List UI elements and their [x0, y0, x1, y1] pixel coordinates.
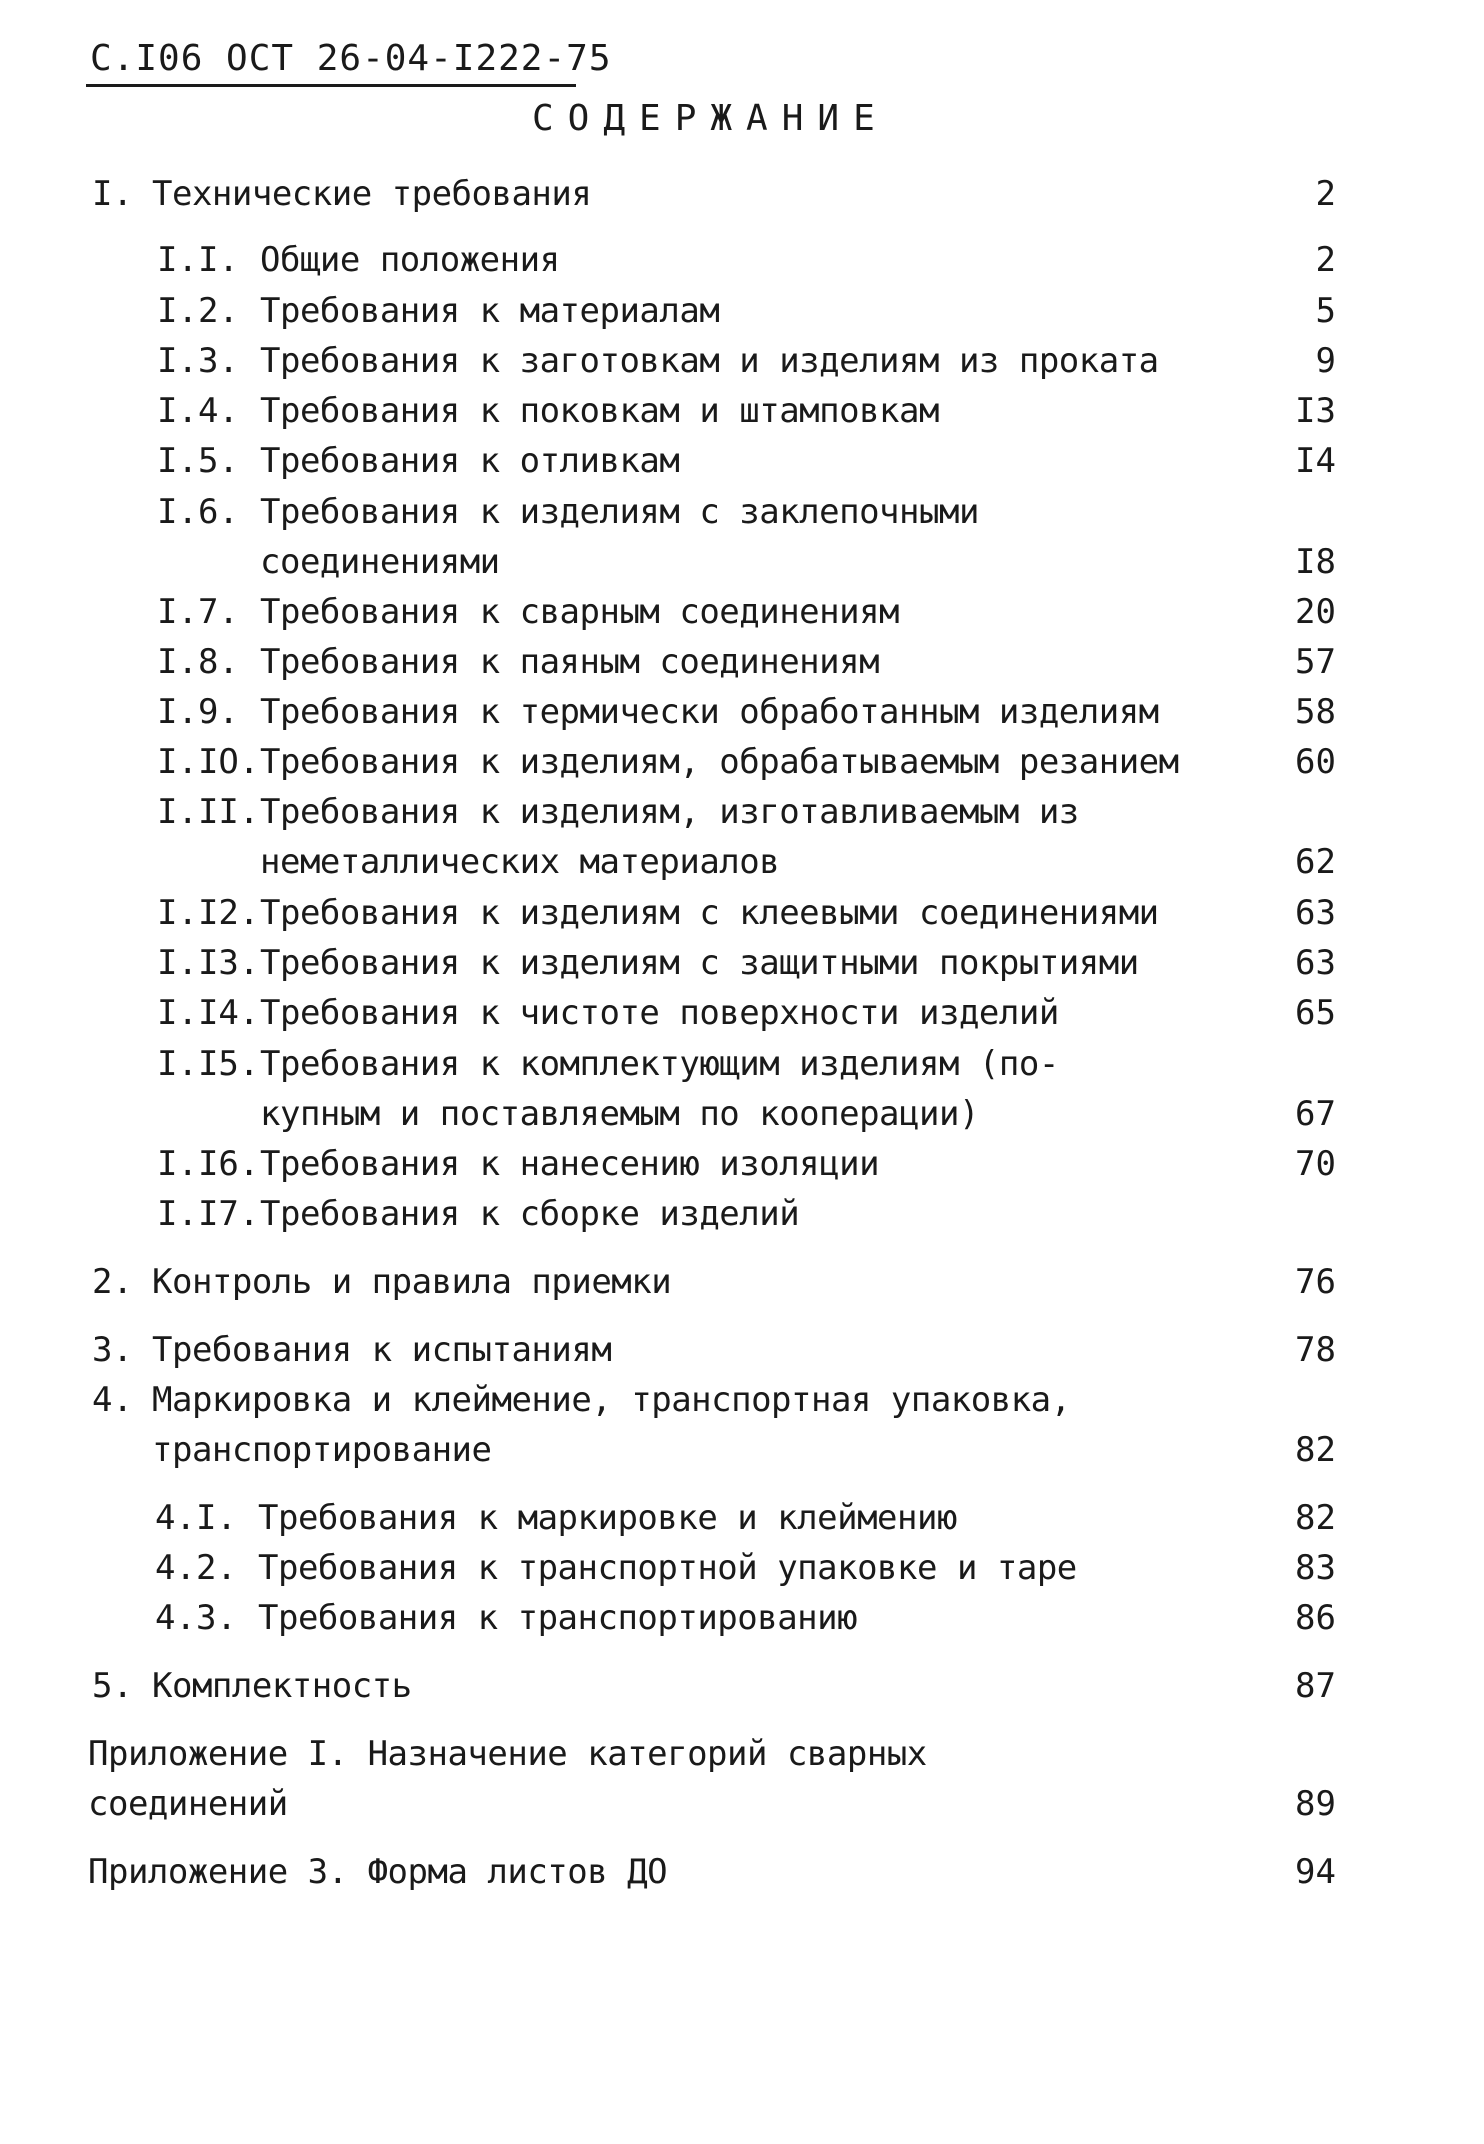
toc-number: I.6. — [157, 492, 239, 532]
toc-title: Требования к транспортной упаковке и таре — [258, 1548, 1077, 1588]
toc-number: I.2. — [157, 291, 239, 331]
toc-number: 4.2. — [155, 1548, 237, 1588]
toc-number: I.I7. — [157, 1194, 260, 1234]
document-code: С.I06 ОСТ 26-04-I222-75 — [90, 38, 612, 79]
toc-title: Требования к паяным соединениям — [260, 642, 880, 682]
toc-number: 5. — [92, 1666, 133, 1706]
toc-page: 94 — [1295, 1852, 1336, 1892]
toc-title: Требования к сборке изделий — [260, 1194, 800, 1234]
toc-title: Требования к маркировке и клеймению — [258, 1498, 957, 1538]
toc-title: Требования к транспортированию — [258, 1598, 858, 1638]
toc-number: I.I. — [157, 240, 239, 280]
toc-title: Приложение 3. Форма листов ДО — [88, 1852, 668, 1892]
toc-title: Требования к испытаниям — [152, 1330, 612, 1370]
toc-title: Требования к отливкам — [260, 441, 680, 481]
toc-title: Требования к чистоте поверхности изделий — [260, 993, 1059, 1033]
toc-number: I.9. — [157, 692, 239, 732]
toc-title: Общие положения — [260, 240, 560, 280]
toc-page: 5 — [1315, 291, 1336, 331]
toc-title: Требования к изделиям, обрабатываемым резанием — [260, 742, 1179, 782]
toc-page: I3 — [1295, 391, 1336, 431]
toc-number: I.IO. — [157, 742, 260, 782]
toc-page: 83 — [1295, 1548, 1336, 1588]
toc-title-continued: соединений — [88, 1784, 288, 1824]
toc-title: Требования к заготовкам и изделиям из проката — [260, 341, 1159, 381]
toc-title: Требования к материалам — [260, 291, 720, 331]
toc-title: Требования к сварным соединениям — [260, 592, 900, 632]
toc-title: Требования к термически обработанным изделиям — [260, 692, 1159, 732]
toc-page: 82 — [1295, 1498, 1336, 1538]
toc-number: I.I2. — [157, 893, 260, 933]
toc-page: 2 — [1315, 174, 1336, 214]
toc-page: 9 — [1315, 341, 1336, 381]
toc-number: I.4. — [157, 391, 239, 431]
toc-number: I.I5. — [157, 1044, 260, 1084]
toc-page: 62 — [1295, 842, 1336, 882]
toc-page: 89 — [1295, 1784, 1336, 1824]
toc-number: I.I4. — [157, 993, 260, 1033]
toc-number: 3. — [92, 1330, 133, 1370]
toc-page: 67 — [1295, 1094, 1336, 1134]
toc-title: Требования к нанесению изоляции — [260, 1144, 880, 1184]
toc-title-continued: соединениями — [260, 542, 500, 582]
toc-number: 4.I. — [155, 1498, 237, 1538]
toc-number: I.8. — [157, 642, 239, 682]
toc-number: 2. — [92, 1262, 133, 1302]
toc-page: 60 — [1295, 742, 1336, 782]
toc-title: Требования к изделиям с клеевыми соединениями — [260, 893, 1159, 933]
toc-title-continued: неметаллических материалов — [260, 842, 780, 882]
toc-page: 58 — [1295, 692, 1336, 732]
toc-title: Комплектность — [152, 1666, 412, 1706]
toc-title: Требования к комплектующим изделиям (по- — [260, 1044, 1059, 1084]
toc-title-continued: купным и поставляемым по кооперации) — [260, 1094, 979, 1134]
toc-page: I8 — [1295, 542, 1336, 582]
page-title: СОДЕРЖАНИЕ — [532, 98, 889, 139]
toc-page: 76 — [1295, 1262, 1336, 1302]
toc-page: 65 — [1295, 993, 1336, 1033]
toc-title: Технические требования — [152, 174, 592, 214]
header-underline — [86, 84, 576, 87]
toc-number: I.7. — [157, 592, 239, 632]
toc-number: I.5. — [157, 441, 239, 481]
toc-title: Контроль и правила приемки — [152, 1262, 672, 1302]
toc-page: 86 — [1295, 1598, 1336, 1638]
toc-number: I.I3. — [157, 943, 260, 983]
toc-page: 57 — [1295, 642, 1336, 682]
toc-page: 63 — [1295, 943, 1336, 983]
toc-number: I.3. — [157, 341, 239, 381]
toc-number: 4.3. — [155, 1598, 237, 1638]
toc-page: 20 — [1295, 592, 1336, 632]
toc-number: 4. — [92, 1380, 133, 1420]
toc-page: 87 — [1295, 1666, 1336, 1706]
toc-page: 70 — [1295, 1144, 1336, 1184]
toc-page: 63 — [1295, 893, 1336, 933]
toc-title: Маркировка и клеймение, транспортная упаковка, — [152, 1380, 1071, 1420]
toc-title: Требования к изделиям с защитными покрытиями — [260, 943, 1139, 983]
toc-page: I4 — [1295, 441, 1336, 481]
toc-title-continued: транспортирование — [152, 1430, 492, 1470]
toc-title: Требования к изделиям с заклепочными — [260, 492, 979, 532]
toc-page: 2 — [1315, 240, 1336, 280]
toc-page: 82 — [1295, 1430, 1336, 1470]
toc-page: 78 — [1295, 1330, 1336, 1370]
toc-title: Приложение I. Назначение категорий сварных — [88, 1734, 927, 1774]
toc-number: I. — [92, 174, 133, 214]
toc-number: I.I6. — [157, 1144, 260, 1184]
toc-title: Требования к поковкам и штамповкам — [260, 391, 939, 431]
toc-title: Требования к изделиям, изготавливаемым из — [260, 792, 1079, 832]
toc-number: I.II. — [157, 792, 260, 832]
